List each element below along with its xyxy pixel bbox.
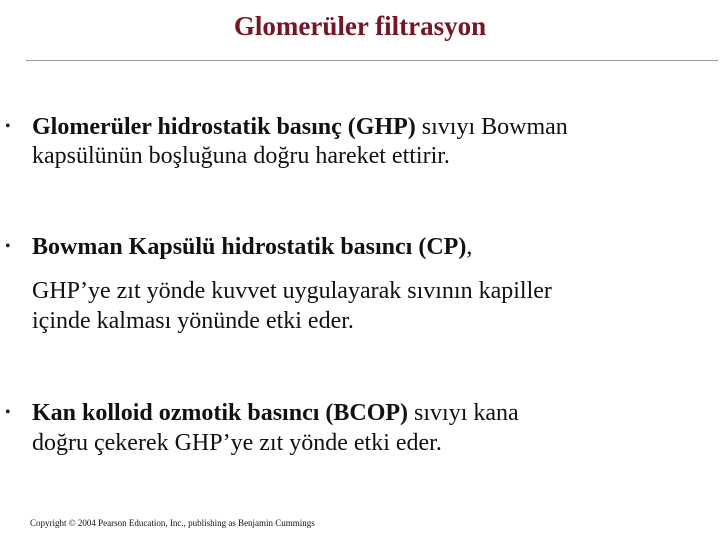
bullet-bold-term: Kan kolloid ozmotik basıncı (BCOP): [32, 400, 409, 426]
bullet-line: GHP’ye zıt yönde kuvvet uygulayarak sıvının kapiller: [32, 278, 552, 304]
bullet-text: sıvıyı kana: [408, 400, 519, 426]
slide-title: Glomerüler filtrasyon: [233, 11, 487, 41]
bullet-marker: •: [5, 118, 11, 135]
copyright-notice: Copyright © 2004 Pearson Education, Inc., publishing as Benjamin Cummings: [30, 518, 315, 528]
bullet-bold-term: Glomerüler hidrostatik basınç (GHP): [32, 114, 416, 140]
bullet-line: [32, 112, 568, 142]
bullet-line: doğru çekerek GHP’ye zıt yönde etki eder.: [32, 430, 442, 456]
bullet-marker: •: [5, 238, 11, 255]
bullet-line: kapsülünün boşluğuna doğru hareket ettirir.: [32, 143, 450, 169]
bullet-line: [32, 232, 472, 262]
bullet-line: [32, 398, 519, 428]
bullet-line: içinde kalması yönünde etki eder.: [32, 308, 354, 334]
bullet-text: ,: [466, 234, 473, 260]
bullet-bold-term: Bowman Kapsülü hidrostatik basıncı (CP): [32, 234, 467, 260]
bullet-marker: •: [5, 404, 11, 421]
title-divider: [26, 60, 718, 61]
bullet-text: sıvıyı Bowman: [415, 114, 568, 140]
